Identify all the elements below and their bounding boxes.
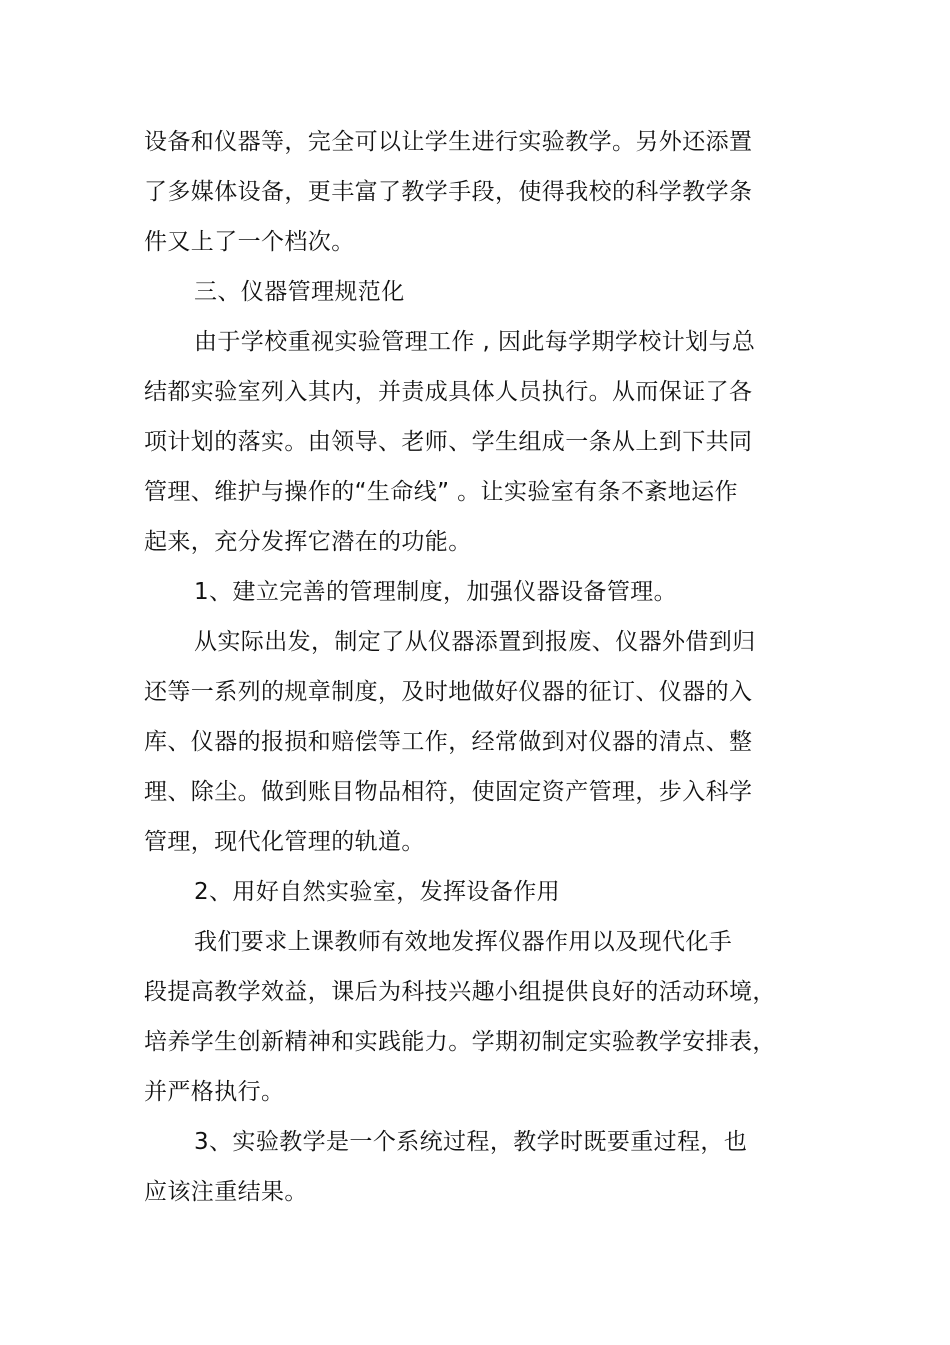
text-line: 段提高教学效益，课后为科技兴趣小组提供良好的活动环境， bbox=[144, 979, 776, 1005]
text-line: 并严格执行。 bbox=[144, 1079, 285, 1105]
text-line: 培养学生创新精神和实践能力。学期初制定实验教学安排表， bbox=[144, 1029, 776, 1055]
subsection-heading: 3、实验教学是一个系统过程，教学时既要重过程，也 bbox=[194, 1129, 748, 1155]
text-line: 理、除尘。做到账目物品相符，使固定资产管理，步入科学 bbox=[144, 779, 753, 805]
subsection-heading: 1、建立完善的管理制度，加强仪器设备管理。 bbox=[194, 579, 678, 605]
text-line: 了多媒体设备，更丰富了教学手段，使得我校的科学教学条 bbox=[144, 179, 753, 205]
text-line: 项计划的落实。由领导、老师、学生组成一条从上到下共同 bbox=[144, 429, 753, 455]
text-line: 还等一系列的规章制度，及时地做好仪器的征订、仪器的入 bbox=[144, 679, 753, 705]
subsection-heading: 2、用好自然实验室，发挥设备作用 bbox=[194, 879, 561, 905]
text-line: 管理，现代化管理的轨道。 bbox=[144, 829, 425, 855]
text-line: 结都实验室列入其内，并责成具体人员执行。从而保证了各 bbox=[144, 379, 753, 405]
text-line: 我们要求上课教师有效地发挥仪器作用以及现代化手 bbox=[194, 929, 733, 955]
text-line: 由于学校重视实验管理工作 , 因此每学期学校计划与总 bbox=[194, 329, 756, 355]
text-line: 件又上了一个档次。 bbox=[144, 229, 355, 255]
text-line: 设备和仪器等，完全可以让学生进行实验教学。另外还添置 bbox=[144, 129, 753, 155]
text-line: 管理、维护与操作的“生命线” 。让实验室有条不紊地运作 bbox=[144, 479, 738, 505]
text-line: 从实际出发，制定了从仪器添置到报废、仪器外借到归 bbox=[194, 629, 756, 655]
section-heading: 三、仪器管理规范化 bbox=[194, 279, 405, 305]
text-line: 应该注重结果。 bbox=[144, 1179, 308, 1205]
text-line: 库、仪器的报损和赔偿等工作，经常做到对仪器的清点、整 bbox=[144, 729, 753, 755]
text-line: 起来，充分发挥它潜在的功能。 bbox=[144, 529, 472, 555]
